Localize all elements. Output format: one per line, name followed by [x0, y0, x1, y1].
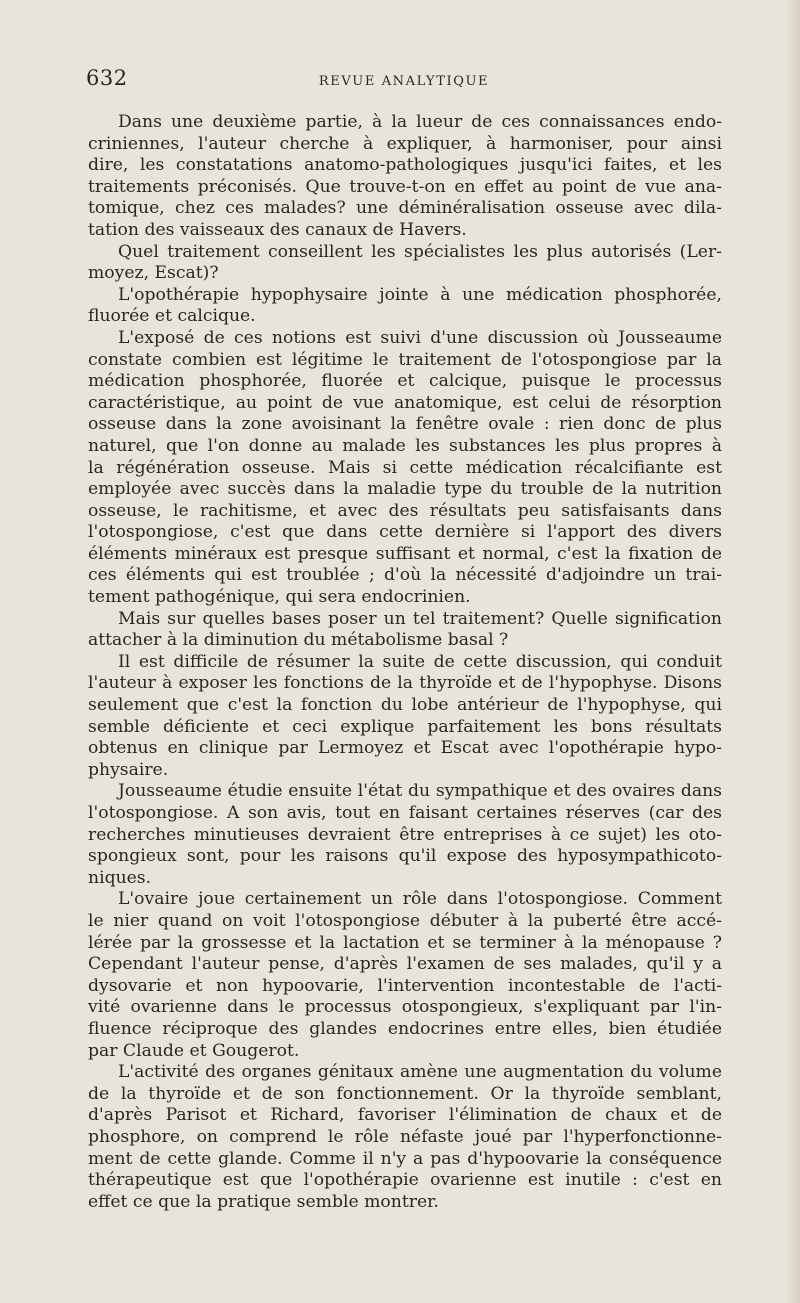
body-text — [88, 112, 722, 1213]
text-line: caractéristique, au point de vue anatomique, est celui de résorption — [88, 392, 722, 413]
text-line: semble déficiente et ceci explique parfaitement les bons résultats — [88, 716, 722, 737]
text-line: de la thyroïde et de son fonctionnement. Or la thyroïde semblant, — [88, 1083, 722, 1104]
text-line: L'ovaire joue certainement un rôle dans l'otospongiose. Comment — [118, 889, 722, 910]
text-line: tation des vaisseaux des canaux de Havers. — [88, 219, 467, 240]
text-line: physaire. — [88, 759, 169, 780]
text-line: obtenus en clinique par Lermoyez et Escat avec l'opothérapie hypo- — [88, 738, 722, 759]
page-edge-shadow — [786, 0, 800, 1303]
text-line: l'otospongiose, c'est que dans cette dernière si l'apport des divers — [88, 522, 722, 543]
text-line: osseuse, le rachitisme, et avec des résultats peu satisfaisants dans — [88, 500, 722, 521]
text-line: Dans une deuxième partie, à la lueur de ces connaissances endo- — [118, 112, 722, 132]
text-line: l'auteur à exposer les fonctions de la thyroïde et de l'hypophyse. Disons — [88, 673, 722, 694]
text-line: traitements préconisés. Que trouve-t-on en effet au point de vue ana- — [88, 176, 722, 197]
text-line: phosphore, on comprend le rôle néfaste joué par l'hyperfonctionne- — [88, 1126, 722, 1147]
text-line: L'activité des organes génitaux amène une augmentation du volume — [118, 1062, 722, 1083]
text-line: ment de cette glande. Comme il n'y a pas d'hypoovarie la conséquence — [88, 1148, 722, 1169]
text-line: d'après Parisot et Richard, favoriser l'élimination de chaux et de — [88, 1105, 722, 1126]
text-line: la régénération osseuse. Mais si cette médication récalcifiante est — [88, 457, 722, 478]
text-line: ces éléments qui est troublée ; d'où la nécessité d'adjoindre un trai- — [88, 565, 722, 586]
text-line: l'otospongiose. A son avis, tout en faisant certaines réserves (car des — [88, 803, 722, 823]
text-line: par Claude et Gougerot. — [88, 1040, 300, 1061]
text-line: tomique, chez ces malades? une déminéralisation osseuse avec dila- — [88, 198, 722, 219]
text-line: Il est difficile de résumer la suite de cette discussion, qui conduit — [118, 651, 722, 672]
page-header — [86, 66, 722, 96]
text-line: niques. — [88, 867, 152, 888]
text-line: L'opothérapie hypophysaire jointe à une médication phosphorée, — [118, 284, 722, 305]
text-line: Mais sur quelles bases poser un tel traitement? Quelle signification — [118, 608, 722, 629]
text-line: osseuse dans la zone avoisinant la fenêtre ovale : rien donc de plus — [88, 414, 722, 435]
text-line: dysovarie et non hypoovarie, l'intervention incontestable de l'acti- — [88, 975, 722, 996]
text-line: dire, les constatations anatomo-pathologiques jusqu'ici faites, et les — [88, 155, 722, 176]
text-line: thérapeutique est que l'opothérapie ovarienne est inutile : c'est en — [88, 1170, 722, 1191]
text-line: effet ce que la pratique semble montrer. — [88, 1191, 439, 1212]
text-line: éléments minéraux est presque suffisant et normal, c'est la fixation de — [88, 543, 722, 564]
text-line: le nier quand on voit l'otospongiose débuter à la puberté être accé- — [88, 910, 722, 931]
text-line: recherches minutieuses devraient être entreprises à ce sujet) les oto- — [88, 824, 722, 845]
text-line: Quel traitement conseillent les spécialistes les plus autorisés (Ler- — [118, 241, 722, 262]
text-line: vité ovarienne dans le processus otospongieux, s'expliquant par l'in- — [88, 997, 722, 1018]
text-line: fluorée et calcique. — [88, 306, 256, 327]
text-line: moyez, Escat)? — [88, 263, 219, 284]
running-head: REVUE ANALYTIQUE — [318, 74, 490, 89]
text-line: employée avec succès dans la maladie type du trouble de la nutrition — [88, 479, 722, 500]
text-line: spongieux sont, pour les raisons qu'il expose des hyposympathicoto- — [88, 846, 722, 867]
text-line: tement pathogénique, qui sera endocrinien. — [88, 587, 471, 608]
text-line: seulement que c'est la fonction du lobe antérieur de l'hypophyse, qui — [88, 695, 722, 716]
text-line: Jousseaume étudie ensuite l'état du sympathique et des ovaires dans — [118, 781, 722, 802]
page-number: 632 — [86, 66, 128, 90]
text-line: criniennes, l'auteur cherche à expliquer, à harmoniser, pour ainsi — [88, 133, 722, 154]
text-line: lérée par la grossesse et la lactation et se terminer à la ménopause ? — [88, 932, 722, 953]
text-line: naturel, que l'on donne au malade les substances les plus propres à — [88, 435, 722, 456]
text-line: Cependant l'auteur pense, d'après l'examen de ses malades, qu'il y a — [88, 954, 722, 975]
text-line: attacher à la diminution du métabolisme basal ? — [88, 630, 509, 651]
text-line: L'exposé de ces notions est suivi d'une discussion où Jousseaume — [118, 327, 722, 348]
text-line: fluence réciproque des glandes endocrines entre elles, bien étudiée — [88, 1018, 722, 1039]
text-line: constate combien est légitime le traitement de l'otospongiose par la — [88, 349, 722, 370]
text-line: médication phosphorée, fluorée et calcique, puisque le processus — [88, 371, 722, 392]
